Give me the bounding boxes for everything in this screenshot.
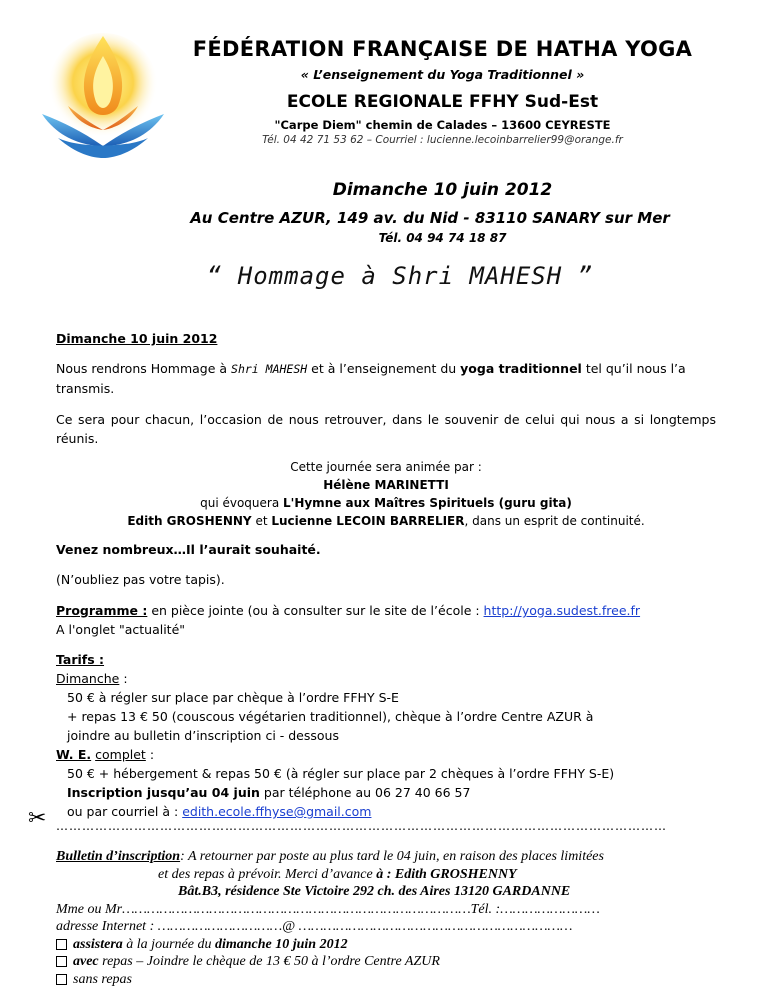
animator-3: Lucienne LECOIN BARRELIER bbox=[271, 514, 465, 528]
animator-2: Edith GROSHENNY bbox=[127, 514, 252, 528]
event-title: “ Hommage à Shri MAHESH ” bbox=[206, 262, 594, 290]
school-website-link[interactable]: http://yoga.sudest.free.fr bbox=[483, 603, 641, 618]
date-heading: Dimanche 10 juin 2012 bbox=[56, 331, 218, 346]
programme-block: Programme : en pièce jointe (ou à consulter sur le site de l’école : http://yoga.sudest.free.fr A l'onglet "actualité" bbox=[56, 603, 641, 637]
checkbox-icon[interactable] bbox=[56, 939, 67, 950]
lotus-flame-logo bbox=[28, 26, 178, 176]
option-sans-repas[interactable]: sans repas bbox=[56, 971, 736, 989]
tarifs-block: Tarifs : Dimanche : 50 € à régler sur place par chèque à l’ordre FFHY S-E + repas 13 € 50 (couscous végétarien traditionnel), chèque à l’ordre Centre AZUR à joindre au bulletin d’inscription ci - dessous bbox=[56, 650, 716, 745]
cut-line: …………………………………………………………………………………………………………………………… bbox=[56, 819, 667, 833]
school-contact: Tél. 04 42 71 53 62 – Courriel : lucienne.lecoinbarrelier99@orange.fr bbox=[262, 134, 623, 146]
federation-title: FÉDÉRATION FRANÇAISE DE HATHA YOGA bbox=[192, 37, 693, 61]
weekend-block: W. E. complet : 50 € + hébergement & repas 50 € (à régler sur place par 2 chèques à l’ordre FFHY S-E) Inscription jusqu’au 04 juin par téléphone au 06 27 40 66 57 ou par courriel à : edith.ecole.ffhyse@gmail.com bbox=[56, 747, 615, 819]
animation-block: Cette journée sera animée par : Hélène MARINETTI qui évoquera L'Hymne aux Maîtres Spirituels (guru gita) Edith GROSHENNY et Lucienne LECOIN BARRELIER, dans un esprit de continuité. bbox=[56, 458, 716, 530]
paragraph-hommage: Nous rendrons Hommage à Shri MAHESH et à l’enseignement du yoga traditionnel tel qu’il nous l’a transmis. bbox=[56, 361, 686, 396]
registration-form: Bulletin d’inscription: A retourner par poste au plus tard le 04 juin, en raison des places limitées et des repas à prévoir. Merci d’avance à : Edith GROSHENNY Bât.B3, résidence Ste Victoire 292 ch. des Aires 13120 GARDANNE Mme ou Mr…………………………………………………………………………Tél. :…………………… adresse Internet : …………………………@ ………………………………………………………… assistera à la journée du dimanche 10 juin 2012 avec repas – Joindre le chèque de 13 € 50 à l’ordre Centre AZUR sans repas bbox=[56, 848, 736, 988]
event-place: Au Centre AZUR, 149 av. du Nid - 83110 SANARY sur Mer bbox=[190, 209, 670, 227]
tapis-line: (N’oubliez pas votre tapis). bbox=[56, 572, 225, 587]
email-field[interactable]: adresse Internet : …………………………@ ………………………………………………………… bbox=[56, 919, 573, 934]
option-assistera[interactable]: assistera à la journée du dimanche 10 juin 2012 bbox=[56, 936, 736, 954]
email-link[interactable]: edith.ecole.ffhyse@gmail.com bbox=[182, 804, 372, 819]
federation-motto: « L’enseignement du Yoga Traditionnel » bbox=[300, 67, 585, 82]
form-title: Bulletin d’inscription bbox=[56, 849, 181, 864]
checkbox-icon[interactable] bbox=[56, 956, 67, 967]
venez-line: Venez nombreux…Il l’aurait souhaité. bbox=[56, 542, 321, 557]
paragraph-souvenir: Ce sera pour chacun, l’occasion de nous retrouver, dans le souvenir de celui qui nous a si longtemps réunis. bbox=[56, 412, 716, 446]
school-name: ECOLE REGIONALE FFHY Sud-Est bbox=[286, 92, 599, 112]
name-field[interactable]: Mme ou Mr…………………………………………………………………………Tél. :…………………… bbox=[56, 901, 600, 917]
event-tel: Tél. 04 94 74 18 87 bbox=[378, 231, 507, 245]
event-date: Dimanche 10 juin 2012 bbox=[332, 180, 553, 200]
animator-1: Hélène MARINETTI bbox=[323, 478, 449, 492]
tarifs-heading: Tarifs : bbox=[56, 652, 105, 667]
shri-name: Shri MAHESH bbox=[231, 362, 308, 376]
checkbox-icon[interactable] bbox=[56, 974, 67, 985]
option-avec-repas[interactable]: avec repas – Joindre le chèque de 13 € 50 à l’ordre Centre AZUR bbox=[56, 953, 736, 971]
scissors-icon: ✂ bbox=[28, 806, 47, 831]
school-address: "Carpe Diem" chemin de Calades – 13600 CEYRESTE bbox=[274, 118, 611, 132]
